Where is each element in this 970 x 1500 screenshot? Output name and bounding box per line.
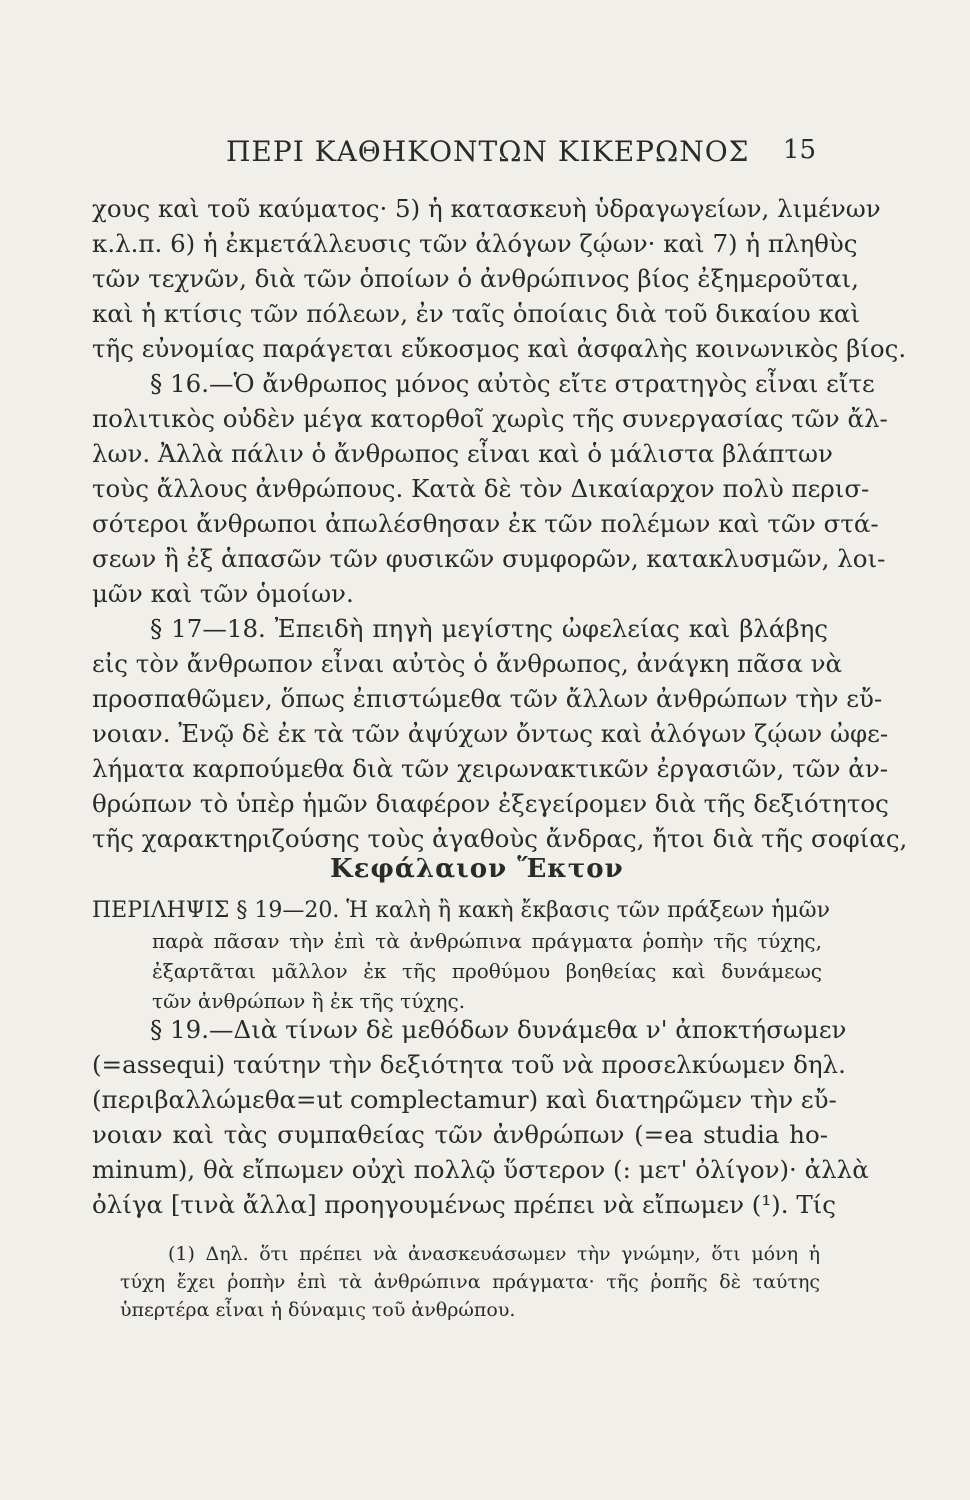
footnote-line: (1) Δηλ. ὅτι πρέπει νὰ ἀνασκευάσωμεν τὴν γνώμην, ὅτι μόνη ἡ (168, 1243, 820, 1265)
summary-line: τῶν ἀνθρώπων ἢ ἐκ τῆς τύχης. (152, 989, 466, 1013)
text-line: νοιαν καὶ τὰς συμπαθείας τῶν ἀνθρώπων (=ea studia ho- (92, 1120, 828, 1149)
text-line: εἰς τὸν ἄνθρωπον εἶναι αὐτὸς ὁ ἄνθρωπος, ἀνάγκη πᾶσα νὰ (92, 649, 843, 678)
running-title: ΠΕΡΙ ΚΑΘΗΚΟΝΤΩΝ ΚΙΚΕΡΩΝΟΣ (226, 135, 750, 168)
text-line: § 17—18. Ἐπειδὴ πηγὴ μεγίστης ὠφελείας καὶ βλάβης (150, 614, 828, 643)
text-line: καὶ ἡ κτίσις τῶν πόλεων, ἐν ταῖς ὁποίαις διὰ τοῦ δικαίου καὶ (92, 299, 861, 328)
text-line: προσπαθῶμεν, ὅπως ἐπιστώμεθα τῶν ἄλλων ἀνθρώπων τὴν εὔ- (92, 684, 883, 713)
page-header (226, 135, 816, 175)
text-line: σεων ἢ ἐξ ἁπασῶν τῶν φυσικῶν συμφορῶν, κατακλυσμῶν, λοι- (92, 544, 886, 573)
text-line: τοὺς ἄλλους ἀνθρώπους. Κατὰ δὲ τὸν Δικαίαρχον πολὺ περισ- (92, 474, 870, 503)
text-line: (περιβαλλώμεθα=ut complectamur) καὶ διατηρῶμεν τὴν εὔ- (92, 1085, 837, 1114)
text-line: μῶν καὶ τῶν ὁμοίων. (92, 579, 354, 608)
text-line: νοιαν. Ἐνῷ δὲ ἐκ τὰ τῶν ἀψύχων ὄντως καὶ ἀλόγων ζῴων ὠφε- (92, 719, 889, 748)
summary-line: παρὰ πᾶσαν τὴν ἐπὶ τὰ ἀνθρώπινα πράγματα ῥοπὴν τῆς τύχης, (152, 929, 822, 953)
footnote-line: τύχη ἔχει ῥοπὴν ἐπὶ τὰ ἀνθρώπινα πράγματα· τῆς ῥοπῆς δὲ ταύτης (120, 1271, 820, 1293)
text-line: τῆς χαρακτηριζούσης τοὺς ἀγαθοὺς ἄνδρας, ἤτοι διὰ τῆς σοφίας, (92, 824, 908, 853)
footnote-line: ὑπερτέρα εἶναι ἡ δύναμις τοῦ ἀνθρώπου. (120, 1299, 516, 1321)
text-line: θρώπων τὸ ὑπὲρ ἡμῶν διαφέρον ἐξεγείρομεν διὰ τῆς δεξιότητος (92, 789, 889, 818)
summary-line: ἐξαρτᾶται μᾶλλον ἐκ τῆς προθύμου βοηθείας καὶ δυνάμεως (152, 959, 822, 983)
summary-line: ΠΕΡΙΛΗΨΙΣ § 19—20. Ἡ καλὴ ἢ κακὴ ἔκβασις τῶν πράξεων ἡμῶν (92, 898, 830, 923)
text-line: minum), θὰ εἴπωμεν οὐχὶ πολλῷ ὕστερον (: μετ' ὀλίγον)· ἀλλὰ (92, 1155, 869, 1184)
text-line: χους καὶ τοῦ καύματος· 5) ἡ κατασκευὴ ὑδραγωγείων, λιμένων (92, 194, 881, 223)
text-line: ὀλίγα [τινὰ ἄλλα] προηγουμένως πρέπει νὰ εἴπωμεν (¹). Τίς (92, 1190, 836, 1219)
chapter-heading: Κεφάλαιον Ἕκτον (330, 854, 624, 884)
text-line: § 19.—Διὰ τίνων δὲ μεθόδων δυνάμεθα ν' ἀποκτήσωμεν (150, 1015, 847, 1044)
text-line: (=assequi) ταύτην τὴν δεξιότητα τοῦ νὰ προσελκύωμεν δηλ. (92, 1050, 846, 1079)
page-number: 15 (782, 135, 816, 165)
text-line: πολιτικὸς οὐδὲν μέγα κατορθοῖ χωρὶς τῆς συνεργασίας τῶν ἄλ- (92, 404, 888, 433)
text-line: τῆς εὐνομίας παράγεται εὔκοσμος καὶ ἀσφαλὴς κοινωνικὸς βίος. (92, 334, 907, 363)
text-line: λήματα καρπούμεθα διὰ τῶν χειρωνακτικῶν ἐργασιῶν, τῶν ἀν- (92, 754, 889, 783)
text-line: § 16.—Ὁ ἄνθρωπος μόνος αὐτὸς εἴτε στρατηγὸς εἶναι εἴτε (150, 369, 875, 398)
text-line: σότεροι ἄνθρωποι ἀπωλέσθησαν ἐκ τῶν πολέμων καὶ τῶν στά- (92, 509, 879, 538)
text-line: λων. Ἀλλὰ πάλιν ὁ ἄνθρωπος εἶναι καὶ ὁ μάλιστα βλάπτων (92, 439, 833, 468)
text-line: κ.λ.π. 6) ἡ ἐκμετάλλευσις τῶν ἀλόγων ζῴων· καὶ 7) ἡ πληθὺς (92, 229, 858, 258)
text-line: τῶν τεχνῶν, διὰ τῶν ὁποίων ὁ ἀνθρώπινος βίος ἐξημεροῦται, (92, 264, 859, 293)
